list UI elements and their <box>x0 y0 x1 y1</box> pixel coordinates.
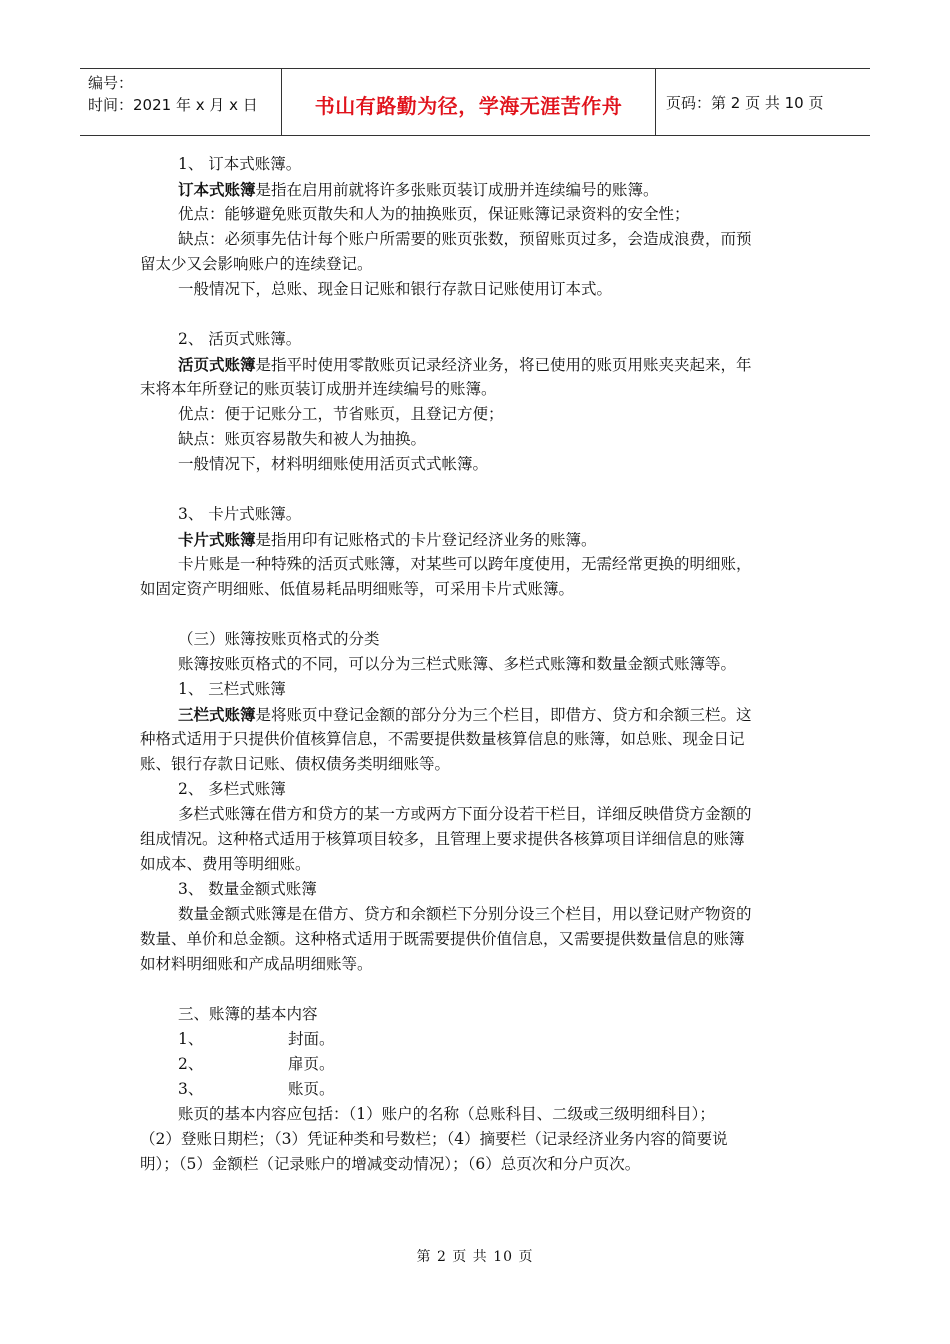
sec5-title: 三、账簿的基本内容 <box>178 1005 318 1023</box>
header-left-cell <box>80 69 282 135</box>
motto: 书山有路勤为径，学海无涯苦作舟 <box>314 93 623 118</box>
sec4-s1-rest-2: 种格式适用于只提供价值核算信息，不需要提供数量核算信息的账簿，如总账、现金日记 <box>140 730 745 748</box>
sec2-usage: 一般情况下，材料明细账使用活页式式帐簿。 <box>178 455 489 473</box>
sec4-s3-3: 如材料明细账和产成品明细账等。 <box>140 955 373 973</box>
sec4-s1-rest-1: 是将账页中登记金额的部分分为三个栏目，即借方、贷方和余额三栏。这 <box>255 706 752 724</box>
sec2-title: 2、 活页式账簿。 <box>178 330 302 348</box>
sec4-s2-1: 多栏式账簿在借方和贷方的某一方或两方下面分设若干栏目，详细反映借贷方金额的 <box>178 805 752 823</box>
sec5-item-num: 3、 <box>178 1080 204 1098</box>
sec5-item <box>140 1077 810 1102</box>
sec4-s2-title: 2、 多栏式账簿 <box>178 780 286 798</box>
sec5-content-3: 明）；（5）金额栏（记录账户的增减变动情况）；（6）总页次和分户页次。 <box>140 1155 641 1173</box>
sec4-s1-rest-3: 账、银行存款日记账、债权债务类明细账等。 <box>140 755 451 773</box>
sec4-title: （三）账簿按账页格式的分类 <box>178 630 380 648</box>
sec2-def-rest-1: 是指平时使用零散账页记录经济业务，将已使用的账页用账夹夹起来，年 <box>255 356 752 374</box>
sec2-def-rest-2: 末将本年所登记的账页装订成册并连续编号的账簿。 <box>140 380 497 398</box>
sec2-con: 缺点：账页容易散失和被人为抽换。 <box>178 430 427 448</box>
sec3-desc-1: 卡片账是一种特殊的活页式账簿，对某些可以跨年度使用，无需经常更换的明细账， <box>178 555 752 573</box>
sec1-con-2: 留太少又会影响账户的连续登记。 <box>140 255 373 273</box>
sec5-content-2: （2）登账日期栏；（3）凭证种类和号数栏；（4）摘要栏（记录经济业务内容的简要说 <box>140 1130 728 1148</box>
sec5-content-1: 账页的基本内容应包括：（1）账户的名称（总账科目、二级或三级明细科目）； <box>178 1105 715 1123</box>
sec1-term: 订本式账簿 <box>178 180 256 199</box>
sec3-definition <box>140 527 810 552</box>
sec3-title: 3、 卡片式账簿。 <box>178 505 302 523</box>
header-motto-cell <box>282 69 656 135</box>
sec1-definition <box>140 177 810 202</box>
sec5-item-text: 扉页。 <box>288 1055 335 1073</box>
sec4-s2-2: 组成情况。这种格式适用于核算项目较多，且管理上要求提供各核算项目详细信息的账簿 <box>140 830 745 848</box>
sec1-title: 1、 订本式账簿。 <box>178 155 302 173</box>
sec1-usage: 一般情况下，总账、现金日记账和银行存款日记账使用订本式。 <box>178 280 613 298</box>
sec4-s1-definition <box>140 702 810 727</box>
sec3-def-rest: 是指用印有记账格式的卡片登记经济业务的账簿。 <box>255 531 597 549</box>
sec4-s3-1: 数量金额式账簿是在借方、贷方和余额栏下分别分设三个栏目，用以登记财产物资的 <box>178 905 752 923</box>
sec3-term: 卡片式账簿 <box>178 530 256 549</box>
date-label: 时间：2021 年 x 月 x 日 <box>88 96 258 114</box>
sec4-s2-3: 如成本、费用等明细账。 <box>140 855 311 873</box>
page-footer: 第 2 页 共 10 页 <box>416 1249 534 1265</box>
sec2-term: 活页式账簿 <box>178 355 256 374</box>
document-body <box>140 152 810 1177</box>
sec5-item-num: 1、 <box>178 1030 204 1048</box>
sec4-s1-title: 1、 三栏式账簿 <box>178 680 286 698</box>
page-info: 页码：第 2 页 共 10 页 <box>666 93 824 112</box>
sec3-desc-2: 如固定资产明细账、低值易耗品明细账等，可采用卡片式账簿。 <box>140 580 575 598</box>
sec5-item-text: 封面。 <box>288 1030 335 1048</box>
number-label: 编号： <box>88 74 134 92</box>
header-page-cell <box>656 69 870 135</box>
sec5-item <box>140 1052 810 1077</box>
sec1-def-rest: 是指在启用前就将许多张账页装订成册并连续编号的账簿。 <box>255 181 659 199</box>
sec5-item <box>140 1027 810 1052</box>
sec4-intro: 账簿按账页格式的不同，可以分为三栏式账簿、多栏式账簿和数量金额式账簿等。 <box>178 655 737 673</box>
sec2-pro: 优点：便于记账分工，节省账页，且登记方便； <box>178 405 504 423</box>
sec2-definition <box>140 352 810 377</box>
sec5-item-num: 2、 <box>178 1055 204 1073</box>
sec1-con-1: 缺点：必须事先估计每个账户所需要的账页张数，预留账页过多，会造成浪费，而预 <box>178 230 752 248</box>
sec4-s3-title: 3、 数量金额式账簿 <box>178 880 317 898</box>
sec4-s3-2: 数量、单价和总金额。这种格式适用于既需要提供价值信息，又需要提供数量信息的账簿 <box>140 930 745 948</box>
sec5-item-text: 账页。 <box>288 1080 335 1098</box>
header-table <box>80 68 870 136</box>
sec1-pro: 优点：能够避免账页散失和人为的抽换账页，保证账簿记录资料的安全性； <box>178 205 690 223</box>
sec4-s1-term: 三栏式账簿 <box>178 705 256 724</box>
